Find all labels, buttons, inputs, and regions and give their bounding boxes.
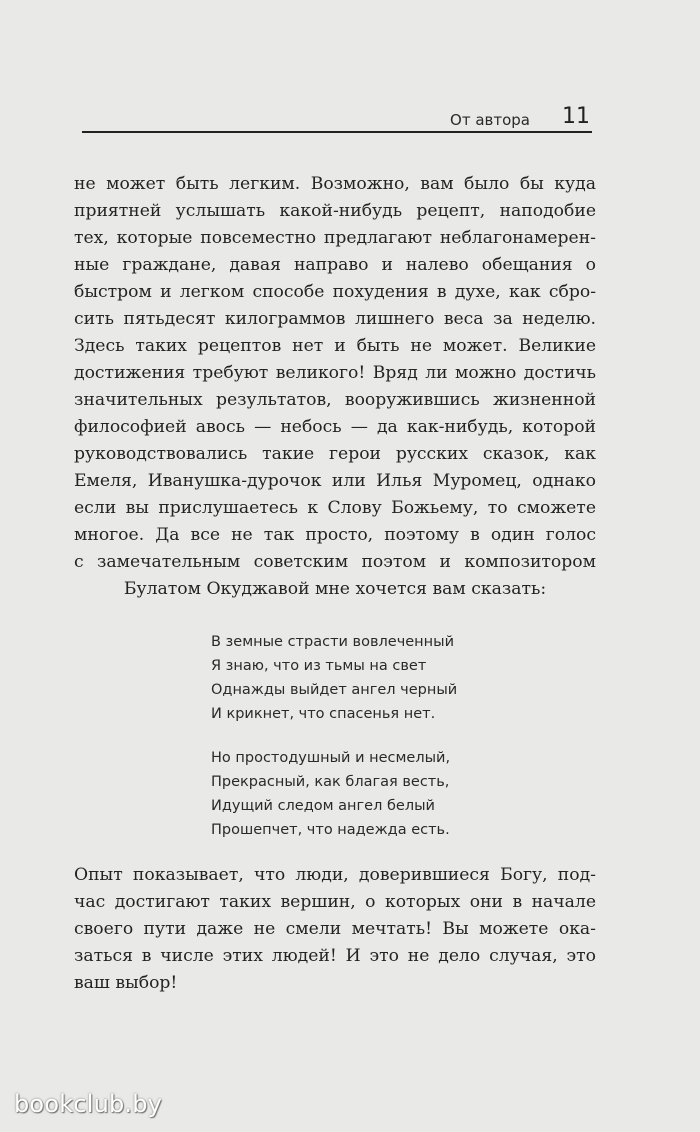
text-line: приятней услышать какой-нибудь рецепт, наподобие — [74, 201, 596, 221]
poem-line: И крикнет, что спасенья нет. — [211, 706, 436, 722]
poem-stanza-2 — [211, 746, 450, 842]
text-line: Булатом Окуджавой мне хочется вам сказать: — [123, 579, 547, 599]
paragraph-2 — [74, 862, 596, 997]
text-line: час достигают таких вершин, о которых они в начале — [74, 892, 596, 912]
text-line: Опыт показывает, что люди, доверившиеся Богу, под- — [74, 865, 596, 885]
text-line: достижения требуют великого! Вряд ли можно достичь — [74, 363, 596, 383]
poem-stanza-1 — [211, 630, 457, 726]
text-line: быстром и легком способе похудения в духе, как сбро- — [74, 282, 596, 302]
text-line: сить пятьдесят килограммов лишнего веса за неделю. — [74, 309, 596, 329]
text-line: значительных результатов, вооружившись жизненной — [74, 390, 596, 410]
paragraph-1 — [74, 171, 596, 603]
text-line: своего пути даже не смели мечтать! Вы можете ока- — [74, 919, 596, 939]
text-line: Здесь таких рецептов нет и быть не может. Великие — [74, 336, 596, 356]
text-line: Емеля, Иванушка-дурочок или Илья Муромец, однако — [74, 471, 596, 491]
poem-line: Прошепчет, что надежда есть. — [211, 822, 450, 838]
poem-line: Я знаю, что из тьмы на свет — [211, 658, 427, 674]
header-section-title: От автора — [450, 111, 530, 129]
text-line: ваш выбор! — [74, 973, 178, 993]
text-line: многое. Да все не так просто, поэтому в один голос — [74, 525, 596, 545]
text-line: руководствовались такие герои русских сказок, как — [74, 444, 596, 464]
poem-line: Но простодушный и несмелый, — [211, 750, 451, 766]
header-rule — [82, 131, 592, 133]
watermark-logo: bookclub.by — [14, 1090, 163, 1118]
poem-line: В земные страсти вовлеченный — [211, 634, 455, 650]
running-header — [82, 100, 592, 130]
text-line: с замечательным советским поэтом и композитором — [74, 552, 596, 572]
poem-line: Идущий следом ангел белый — [211, 798, 435, 814]
poem-line: Однажды выйдет ангел черный — [211, 682, 458, 698]
page-number: 11 — [562, 104, 590, 129]
text-line: заться в числе этих людей! И это не дело случая, это — [74, 946, 596, 966]
text-line: если вы прислушаетесь к Слову Божьему, то сможете — [74, 498, 596, 518]
text-line: тех, которые повсеместно предлагают неблагонамерен- — [74, 228, 596, 248]
text-line: не может быть легким. Возможно, вам было бы куда — [74, 174, 596, 194]
text-line: философией авось — небось — да как-нибудь, которой — [74, 417, 596, 437]
text-line: ные граждане, давая направо и налево обещания о — [74, 255, 596, 275]
poem-line: Прекрасный, как благая весть, — [211, 774, 450, 790]
